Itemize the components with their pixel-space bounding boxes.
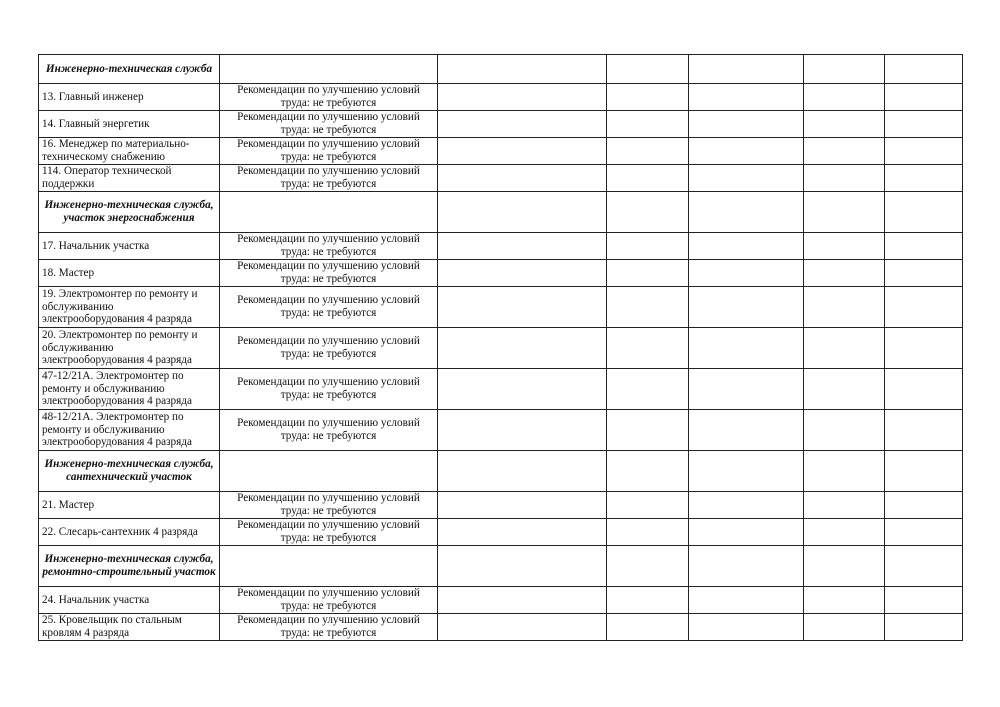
empty-cell [607, 287, 689, 328]
empty-cell [885, 55, 963, 84]
empty-cell [689, 328, 804, 369]
position-name: 48-12/21А. Электромонтер по ремонту и обслуживанию электрооборудования 4 разряда [39, 410, 220, 451]
empty-cell [438, 587, 607, 614]
empty-cell [885, 546, 963, 587]
empty-cell [689, 84, 804, 111]
empty-cell [689, 587, 804, 614]
table-row [39, 410, 963, 451]
position-name: 47-12/21А. Электромонтер по ремонту и обслуживанию электрооборудования 4 разряда [39, 369, 220, 410]
empty-cell [438, 165, 607, 192]
empty-cell [689, 138, 804, 165]
empty-cell [438, 55, 607, 84]
empty-cell [804, 287, 885, 328]
empty-cell [804, 192, 885, 233]
recommendation-cell [220, 546, 438, 587]
position-name: 21. Мастер [39, 492, 220, 519]
empty-cell [885, 165, 963, 192]
empty-cell [607, 328, 689, 369]
empty-cell [804, 55, 885, 84]
section-row [39, 192, 963, 233]
empty-cell [607, 492, 689, 519]
table-row [39, 233, 963, 260]
empty-cell [607, 451, 689, 492]
empty-cell [885, 287, 963, 328]
position-name: 17. Начальник участка [39, 233, 220, 260]
empty-cell [804, 84, 885, 111]
table-row [39, 260, 963, 287]
empty-cell [804, 328, 885, 369]
table-row [39, 138, 963, 165]
workplace-table [38, 54, 963, 641]
empty-cell [438, 260, 607, 287]
empty-cell [607, 519, 689, 546]
empty-cell [885, 233, 963, 260]
recommendation-cell: Рекомендации по улучшению условий труда: не требуются [220, 519, 438, 546]
position-name: 13. Главный инженер [39, 84, 220, 111]
position-name: 24. Начальник участка [39, 587, 220, 614]
empty-cell [804, 492, 885, 519]
empty-cell [438, 519, 607, 546]
recommendation-cell: Рекомендации по улучшению условий труда: не требуются [220, 84, 438, 111]
empty-cell [607, 192, 689, 233]
empty-cell [607, 111, 689, 138]
empty-cell [438, 138, 607, 165]
table-row [39, 165, 963, 192]
empty-cell [885, 451, 963, 492]
table-row [39, 492, 963, 519]
recommendation-cell: Рекомендации по улучшению условий труда: не требуются [220, 410, 438, 451]
position-name: 14. Главный энергетик [39, 111, 220, 138]
empty-cell [885, 369, 963, 410]
position-name: 25. Кровельщик по стальным кровлям 4 разряда [39, 614, 220, 641]
section-title: Инженерно-техническая служба [39, 55, 220, 84]
empty-cell [885, 410, 963, 451]
recommendation-cell: Рекомендации по улучшению условий труда: не требуются [220, 492, 438, 519]
empty-cell [438, 614, 607, 641]
empty-cell [804, 260, 885, 287]
table-row [39, 287, 963, 328]
empty-cell [804, 546, 885, 587]
empty-cell [804, 410, 885, 451]
empty-cell [607, 233, 689, 260]
empty-cell [438, 287, 607, 328]
recommendation-cell: Рекомендации по улучшению условий труда: не требуются [220, 165, 438, 192]
table-body [39, 55, 963, 641]
section-row [39, 451, 963, 492]
section-row [39, 55, 963, 84]
table-row [39, 369, 963, 410]
empty-cell [607, 369, 689, 410]
empty-cell [804, 138, 885, 165]
empty-cell [607, 165, 689, 192]
section-title: Инженерно-техническая служба, участок энергоснабжения [39, 192, 220, 233]
recommendation-cell: Рекомендации по улучшению условий труда: не требуются [220, 587, 438, 614]
empty-cell [689, 165, 804, 192]
empty-cell [804, 165, 885, 192]
recommendation-cell: Рекомендации по улучшению условий труда: не требуются [220, 287, 438, 328]
empty-cell [804, 614, 885, 641]
recommendation-cell [220, 55, 438, 84]
empty-cell [804, 451, 885, 492]
table-row [39, 587, 963, 614]
empty-cell [885, 614, 963, 641]
empty-cell [689, 55, 804, 84]
empty-cell [438, 410, 607, 451]
section-title: Инженерно-техническая служба, ремонтно-строительный участок [39, 546, 220, 587]
section-row [39, 546, 963, 587]
empty-cell [607, 546, 689, 587]
empty-cell [885, 519, 963, 546]
empty-cell [438, 192, 607, 233]
empty-cell [689, 451, 804, 492]
empty-cell [607, 614, 689, 641]
table-row [39, 84, 963, 111]
empty-cell [689, 614, 804, 641]
empty-cell [689, 410, 804, 451]
empty-cell [804, 587, 885, 614]
empty-cell [885, 260, 963, 287]
empty-cell [689, 233, 804, 260]
recommendation-cell [220, 451, 438, 492]
position-name: 16. Менеджер по материально-техническому снабжению [39, 138, 220, 165]
recommendation-cell: Рекомендации по улучшению условий труда: не требуются [220, 369, 438, 410]
empty-cell [438, 233, 607, 260]
recommendation-cell [220, 192, 438, 233]
table-row [39, 328, 963, 369]
empty-cell [689, 519, 804, 546]
empty-cell [438, 84, 607, 111]
table-row [39, 519, 963, 546]
empty-cell [885, 587, 963, 614]
empty-cell [804, 519, 885, 546]
recommendation-cell: Рекомендации по улучшению условий труда: не требуются [220, 328, 438, 369]
section-title: Инженерно-техническая служба, сантехнический участок [39, 451, 220, 492]
empty-cell [689, 192, 804, 233]
position-name: 18. Мастер [39, 260, 220, 287]
empty-cell [438, 492, 607, 519]
empty-cell [885, 84, 963, 111]
empty-cell [438, 451, 607, 492]
empty-cell [885, 492, 963, 519]
empty-cell [607, 260, 689, 287]
empty-cell [438, 111, 607, 138]
recommendation-cell: Рекомендации по улучшению условий труда: не требуются [220, 111, 438, 138]
empty-cell [689, 492, 804, 519]
empty-cell [689, 287, 804, 328]
position-name: 19. Электромонтер по ремонту и обслуживанию электрооборудования 4 разряда [39, 287, 220, 328]
empty-cell [689, 546, 804, 587]
position-name: 20. Электромонтер по ремонту и обслуживанию электрооборудования 4 разряда [39, 328, 220, 369]
recommendation-cell: Рекомендации по улучшению условий труда: не требуются [220, 233, 438, 260]
empty-cell [804, 369, 885, 410]
empty-cell [438, 328, 607, 369]
recommendation-cell: Рекомендации по улучшению условий труда: не требуются [220, 138, 438, 165]
empty-cell [885, 328, 963, 369]
empty-cell [689, 111, 804, 138]
empty-cell [607, 55, 689, 84]
empty-cell [607, 138, 689, 165]
empty-cell [438, 546, 607, 587]
empty-cell [607, 587, 689, 614]
empty-cell [607, 84, 689, 111]
empty-cell [438, 369, 607, 410]
empty-cell [689, 369, 804, 410]
position-name: 22. Слесарь-сантехник 4 разряда [39, 519, 220, 546]
empty-cell [804, 111, 885, 138]
table-row [39, 111, 963, 138]
empty-cell [689, 260, 804, 287]
position-name: 114. Оператор технической поддержки [39, 165, 220, 192]
recommendation-cell: Рекомендации по улучшению условий труда: не требуются [220, 260, 438, 287]
recommendation-cell: Рекомендации по улучшению условий труда: не требуются [220, 614, 438, 641]
table-row [39, 614, 963, 641]
empty-cell [804, 233, 885, 260]
empty-cell [885, 192, 963, 233]
empty-cell [607, 410, 689, 451]
empty-cell [885, 138, 963, 165]
empty-cell [885, 111, 963, 138]
